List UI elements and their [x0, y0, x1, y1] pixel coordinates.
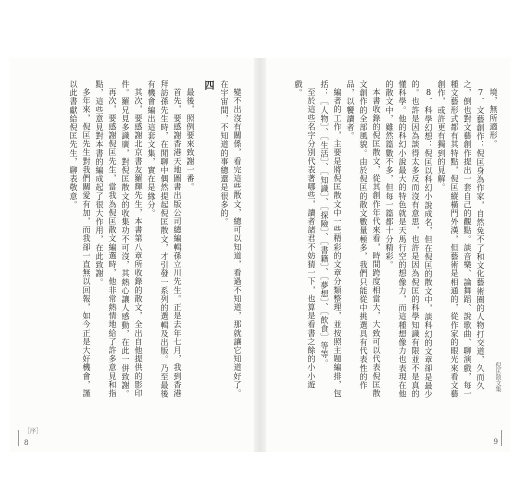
- footer-label: ［序］: [24, 428, 43, 435]
- left-footer: [24, 426, 42, 447]
- left-page-body: [22, 80, 244, 406]
- left-page-paragraph: 再次，要感謝倪匡先生，當我為倪匡散文編選時，他非常熱情地給了許多意見和指點，這些意見對本書的編成起了很大作用，在此致謝。: [95, 80, 117, 398]
- right-page-paragraph: 至於這些名字分別代表著哪些，讀者諸君不妨猜一下，也算是看書之餘的小小遊戲。: [294, 80, 316, 389]
- right-page-number: 9: [493, 438, 498, 446]
- left-page-paragraph: 變不出沒有關係，看完這些散文，總可以知道，看過不知道，那就讓它知道好了。在宇宙間，不知道的事總還是很多的。: [220, 80, 242, 398]
- right-page-paragraph: 7．文藝創作：倪匡身為作家，自然免不了和文化藝術圈的人物打交道，久而久之，倒也對文藝創作提出一套自己的觀點。談音樂、論舞蹈、說歌曲、聊演戲，每一種文藝形式都有其特點，倪匡縱橫門外漢，但藝術是相通的，從作家的眼光來看文藝創作，或許更有獨到的見解。: [437, 80, 485, 399]
- left-page-paragraph: 其次，要感謝北京書友羅輝先生，本書第八章所收錄的散文，全出自他提供的影印件。羅兄見多識廣，對倪匡散文的收集功不可沒，其熱心讓人感動，在此一併致謝。: [121, 80, 143, 399]
- right-page-paragraph: 8．科學幻想：倪匡以科幻小說成名，但在倪匡的散文中，談科幻的文章卻是最少的。也許是因為談得太多反而沒有意思，也許是因為倪匡的科學知識有限並不是真的懂科學。他的科幻小說最大的特色就是天馬行空的想像力，而這種想像力也表現在他的散文中，雖然篇數不多，但每一篇都十分精彩。: [385, 80, 433, 399]
- right-page-body: [278, 80, 500, 406]
- footer-rule: [18, 430, 19, 446]
- left-page: [10, 58, 254, 452]
- section-heading: 四: [202, 80, 213, 91]
- left-page-number: 8: [24, 439, 29, 447]
- right-page-paragraph: 境，無所適形。: [489, 88, 498, 149]
- left-page-paragraph: 多年來，倪匡先生對我們關愛有加，而我卻一直無以回報，如今正是大好機會，謹以此書獻給倪匡先生，聊表敬意。: [69, 80, 91, 398]
- footer-rule: [501, 430, 502, 446]
- left-page-paragraph: 首先，要感謝香港天地圖書出版公司總編輯孫立川先生。正是去年七月，我到香港拜訪孫先生時，在閒聊中偶然提起倪匡散文，才引發一系列的選輯及出版。乃至最後有機會編出這套文集，實在是緣分。: [147, 80, 182, 399]
- right-page-paragraph: 本書收錄的倪匡散文，從其創作年代來看，時間跨度相當大，大致可以代表倪匡散文創作的全部風貌。由於倪匡的散文數量極多，我們只能從中挑選具有代表性的作品，以饗讀者。: [346, 80, 381, 398]
- book-gutter: [254, 58, 266, 452]
- running-head: 倪匡散文集: [494, 362, 501, 392]
- right-page-paragraph: 編者的工作，主要是將倪匡散文中一些精彩的文章分類整理，並按照主題編排，包括：［人物］、［生活］、［知識］、［探險］、［書籍］、［夢想］、［飲食］等等。: [320, 80, 342, 398]
- left-page-paragraph: 最後，照例要來致謝一番。: [186, 88, 195, 192]
- right-page: [266, 58, 510, 452]
